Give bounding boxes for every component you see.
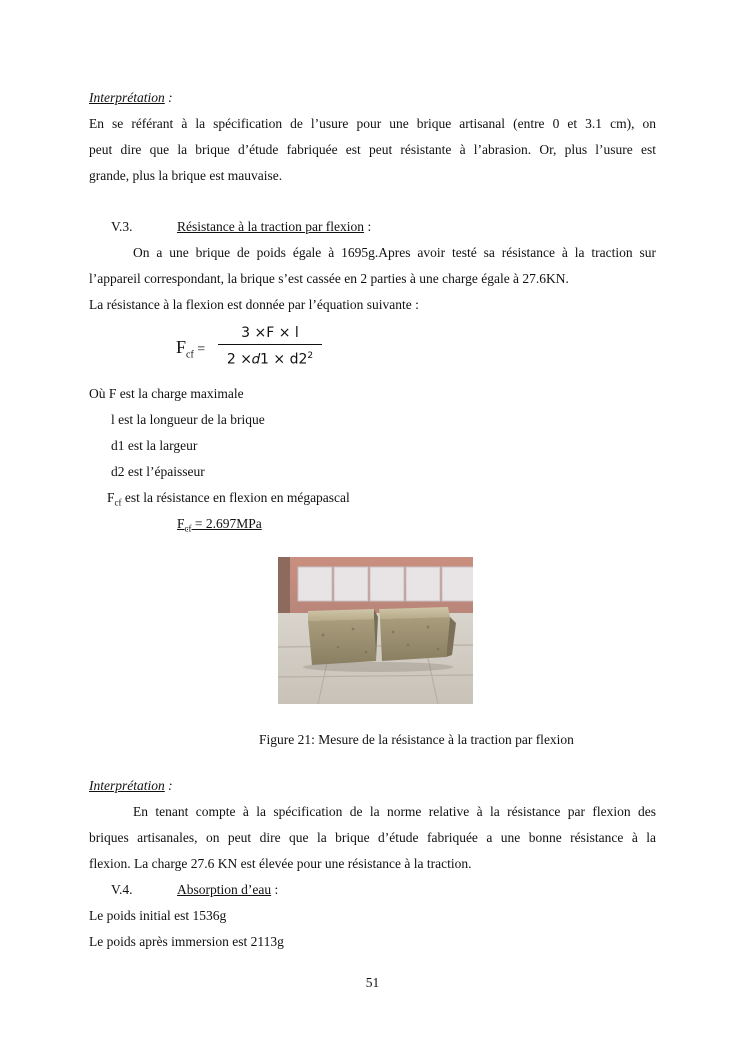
figure-caption: Figure 21: Mesure de la résistance à la traction par flexion (259, 732, 574, 747)
paragraph-line: En se référant à la spécification de l’usure pour une brique artisanal (entre 0 et 3.1 cm), on (89, 116, 656, 131)
broken-brick-photo (278, 557, 473, 704)
fraction-bar (218, 344, 322, 345)
section-heading-v3: V.3. Résistance à la traction par flexion : (111, 219, 372, 234)
paragraph-line: peut dire que la brique d’étude fabriquée est peut résistante à l’abrasion. Or, plus l’usure est (89, 142, 656, 157)
paragraph-line: grande, plus la brique est mauvaise. (89, 168, 283, 183)
section-number: V.4. (111, 882, 133, 897)
paragraph-line: En tenant compte à la spécification de la norme relative à la résistance par flexion des (133, 804, 656, 819)
formula-fraction (218, 323, 322, 366)
definition-d1: d1 est la largeur (111, 438, 198, 453)
interpretation-heading-1: Interprétation : (89, 90, 173, 105)
interpretation-heading-2: Interprétation : (89, 778, 173, 793)
paragraph-line: briques artisanales, on peut dire que la brique d’étude fabriquée a une bonne résistance à la (89, 830, 656, 845)
paragraph-line: flexion. La charge 27.6 KN est élevée pour une résistance à la traction. (89, 856, 472, 871)
section-heading-v4: V.4. Absorption d’eau : (111, 882, 279, 897)
interpretation-label: Interprétation (89, 778, 165, 793)
formula-denominator: 2 ×𝑑1 × $d2^2$ (226, 351, 314, 368)
result-value: $F_{cf} = 2.697MPa$ (177, 516, 262, 534)
definition-l: l est la longueur de la brique (111, 412, 265, 427)
paragraph-line: Le poids après immersion est 2113g (89, 934, 284, 949)
formula-numerator: 3 ×F × l (241, 325, 299, 341)
page-number: 51 (365, 975, 380, 990)
section-title: Résistance à la traction par flexion (177, 219, 365, 234)
paragraph-line: l’appareil correspondant, la brique s’est cassée en 2 parties à une charge égale à 27.6KN. (89, 271, 569, 286)
definition-d2: d2 est l’épaisseur (111, 464, 205, 479)
interpretation-label: Interprétation (89, 90, 165, 105)
paragraph-line: On a une brique de poids égale à 1695g.Apres avoir testé sa résistance à la traction sur (133, 245, 656, 260)
definition-f: Où F est la charge maximale (89, 386, 244, 401)
brick-photo-illustration (278, 557, 473, 704)
section-title: Absorption d’eau (177, 882, 272, 897)
formula-lhs: $F_{cf}$ = (176, 337, 206, 361)
paragraph-line: La résistance à la flexion est donnée par l’équation suivante : (89, 297, 419, 312)
paragraph-line: Le poids initial est 1536g (89, 908, 227, 923)
definition-fcf: $F_{cf}$ est la résistance en flexion en mégapascal (107, 490, 350, 508)
section-number: V.3. (111, 219, 133, 234)
